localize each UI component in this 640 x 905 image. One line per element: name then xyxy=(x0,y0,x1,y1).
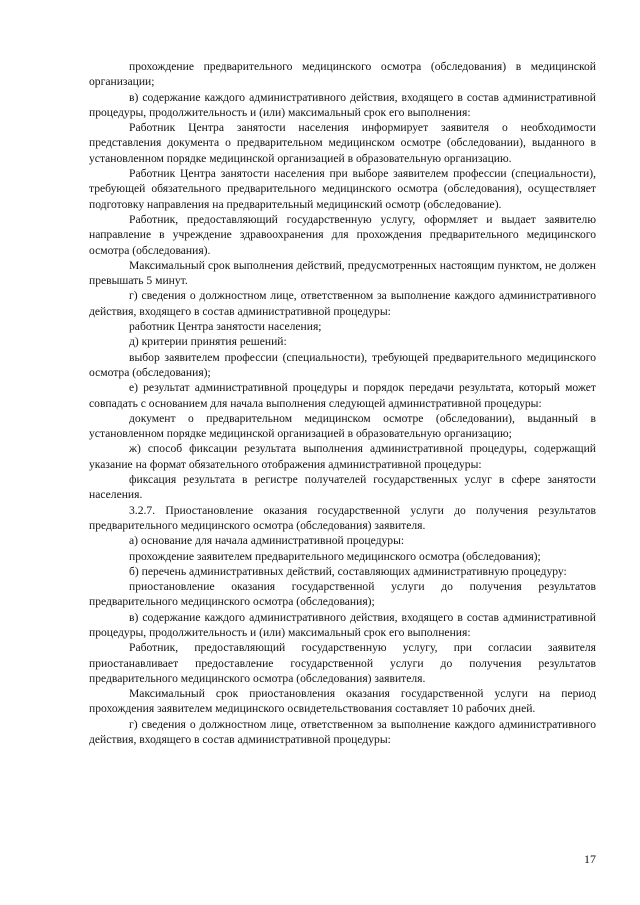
paragraph-13: ж) способ фиксации результата выполнения административной процедуры, содержащий указание на формат обязательного отображения административной процедуры: xyxy=(89,442,596,471)
paragraph-6: Максимальный срок выполнения действий, предусмотренных настоящим пунктом, не должен превышать 5 минут. xyxy=(89,258,596,288)
paragraph-10: выбор заявителем профессии (специальности), требующей предварительного медицинского осмотра (обследования); xyxy=(89,350,596,379)
paragraph-16: а) основание для начала административной процедуры: xyxy=(129,534,405,548)
paragraph-21: Работник, предоставляющий государственную услугу, при согласии заявителя приостанавливает предоставление государственной услуги до получения результатов предварительного медицинского осмотра (обследования) заявителя. xyxy=(89,641,596,685)
document-body xyxy=(89,59,596,747)
paragraph-20: в) содержание каждого административного действия, входящего в состав административной процедуры, продолжительность и (или) максимальный срок его выполнения: xyxy=(89,610,596,639)
paragraph-4: Работник Центра занятости населения при выборе заявителем профессии (специальности), требующей обязательного предварительного медицинского осмотра (обследования), осуществляет подготовку направления на предварительный медицинский осмотр (обследование). xyxy=(89,167,596,211)
page-number: 17 xyxy=(584,852,596,866)
paragraph-8: работник Центра занятости населения; xyxy=(129,320,322,334)
paragraph-19: приостановление оказания государственной услуги до получения результатов предварительного медицинского осмотра (обследования); xyxy=(89,580,596,609)
paragraph-7: г) сведения о должностном лице, ответственном за выполнение каждого административного действия, входящего в состав административной процедуры: xyxy=(89,289,596,318)
paragraph-22: Максимальный срок приостановления оказания государственной услуги на период прохождения заявителем медицинского освидетельствования составляет 10 рабочих дней. xyxy=(89,687,596,716)
paragraph-17: прохождение заявителем предварительного медицинского осмотра (обследования); xyxy=(129,549,541,563)
paragraph-5: Работник, предоставляющий государственную услугу, оформляет и выдает заявителю направление в учреждение здравоохранения для прохождения предварительного медицинского осмотра (обследования). xyxy=(89,212,596,257)
paragraph-23: г) сведения о должностном лице, ответственном за выполнение каждого административного действия, входящего в состав административной процедуры: xyxy=(89,717,596,747)
paragraph-12: документ о предварительном медицинском осмотре (обследовании), выданный в установленном порядке медицинской организацией в образовательную организацию; xyxy=(89,411,596,441)
paragraph-2: в) содержание каждого административного действия, входящего в состав административной процедуры, продолжительность и (или) максимальный срок его выполнения: xyxy=(89,90,596,119)
paragraph-18: б) перечень административных действий, составляющих административную процедуру: xyxy=(129,564,567,578)
paragraph-9: д) критерии принятия решений: xyxy=(129,335,287,349)
section-heading-3-2-7: 3.2.7. Приостановление оказания государственной услуги до получения результатов предварительного медицинского осмотра (обследования) заявителя. xyxy=(89,503,596,532)
paragraph-3: Работник Центра занятости населения информирует заявителя о необходимости представления документа о предварительном медицинском осмотре (обследовании), выданного в установленном порядке медицинской организацией в образовательную организацию. xyxy=(89,121,596,165)
paragraph-1: прохождение предварительного медицинского осмотра (обследования) в медицинской организации; xyxy=(89,60,596,89)
paragraph-11: е) результат административной процедуры и порядок передачи результата, который может совпадать с основанием для начала выполнения следующей административной процедуры: xyxy=(89,381,596,410)
paragraph-14: фиксация результата в регистре получателей государственных услуг в сфере занятости населения. xyxy=(89,473,596,502)
